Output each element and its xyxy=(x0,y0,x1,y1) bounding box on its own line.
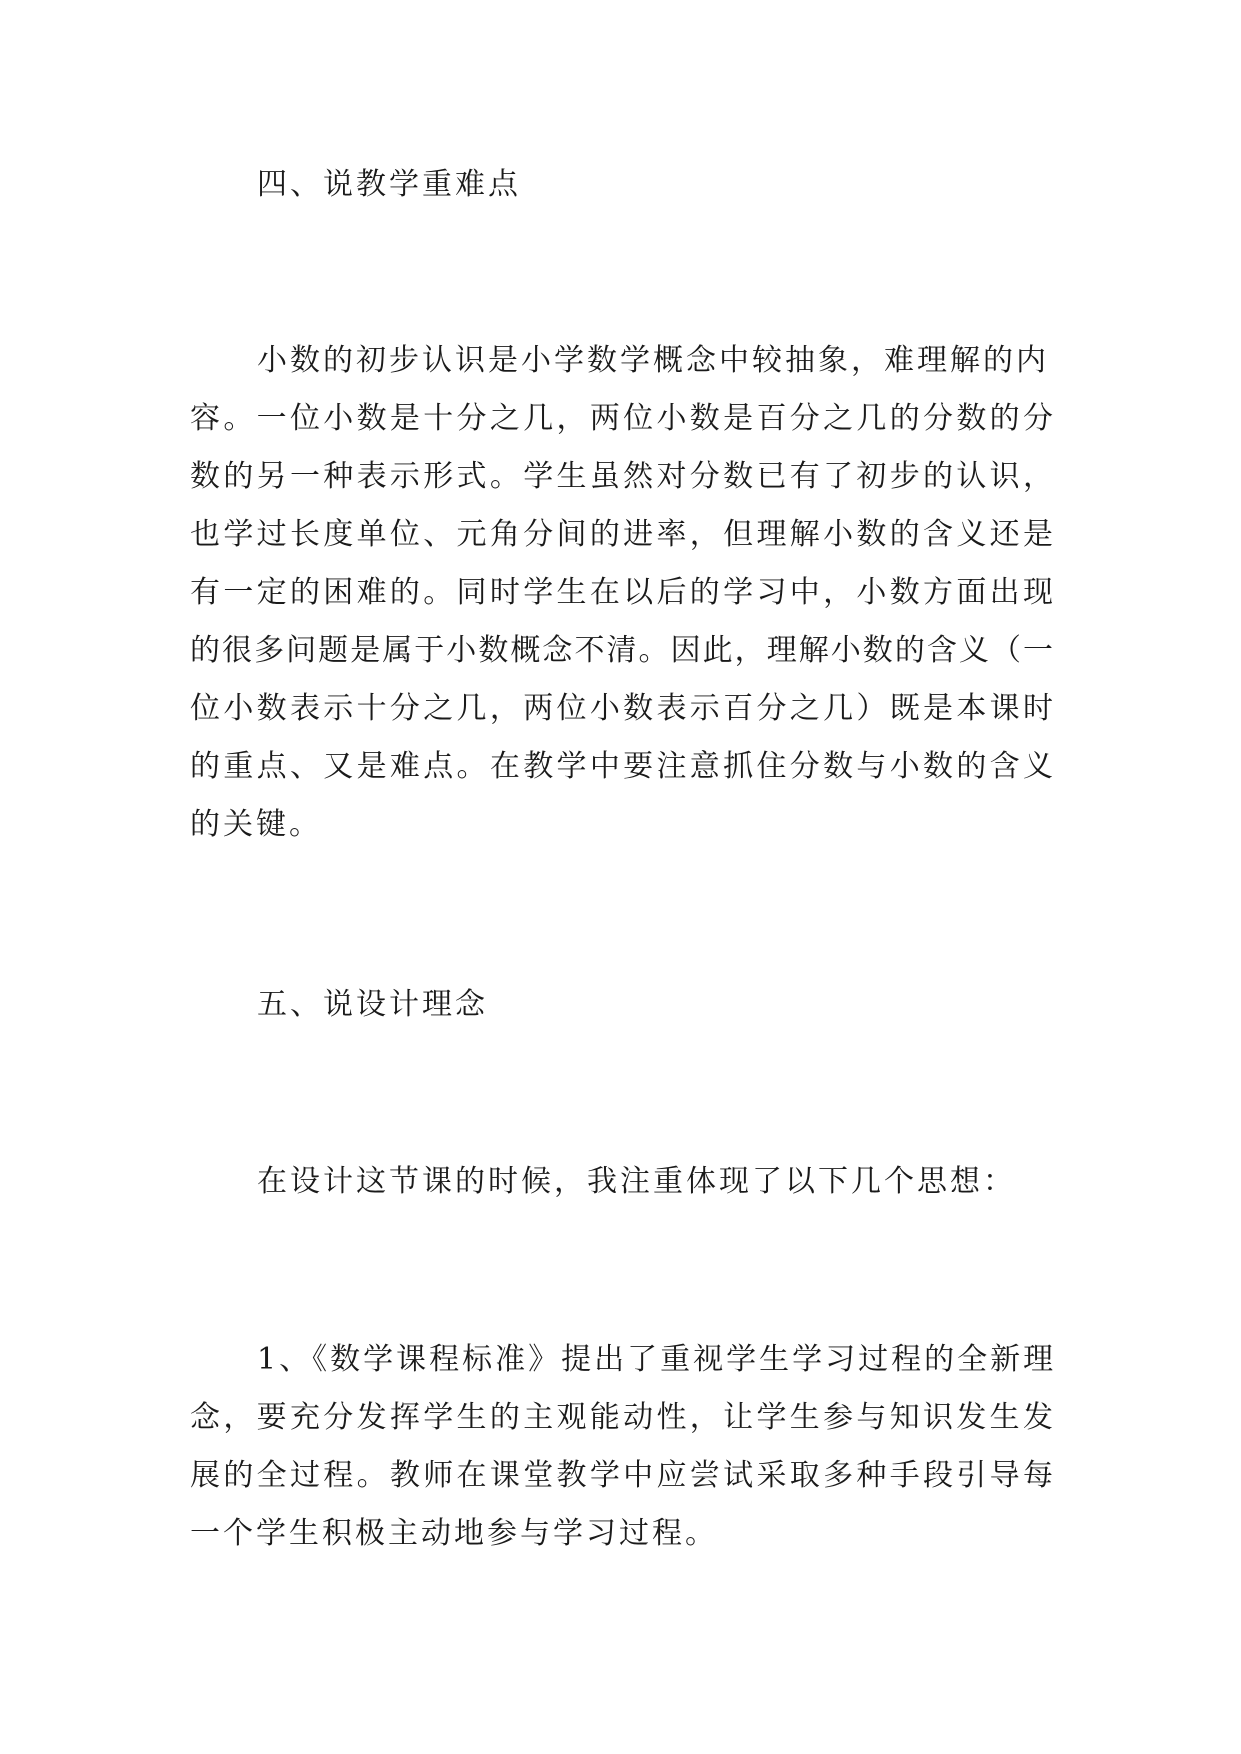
paragraph-line: 的关键。 xyxy=(190,807,322,842)
paragraph-line: 容。一位小数是十分之几，两位小数是百分之几的分数的分 xyxy=(190,401,1053,436)
point-line: 展的全过程。教师在课堂教学中应尝试采取多种手段引导每 xyxy=(190,1458,1053,1493)
paragraph-line: 小数的初步认识是小学数学概念中较抽象，难理解的内 xyxy=(257,343,1049,378)
intro-line: 在设计这节课的时候，我注重体现了以下几个思想： xyxy=(257,1164,1016,1199)
paragraph-line: 的很多问题是属于小数概念不清。因此，理解小数的含义（一 xyxy=(190,633,1053,668)
point-line: 念，要充分发挥学生的主观能动性，让学生参与知识发生发 xyxy=(190,1400,1053,1435)
paragraph-line: 位小数表示十分之几，两位小数表示百分之几）既是本课时 xyxy=(190,691,1053,726)
point-line: 一个学生积极主动地参与学习过程。 xyxy=(190,1516,718,1551)
paragraph-line: 的重点、又是难点。在教学中要注意抓住分数与小数的含义 xyxy=(190,749,1053,784)
section-4-heading: 四、说教学重难点 xyxy=(257,167,521,202)
paragraph-line: 也学过长度单位、元角分间的进率，但理解小数的含义还是 xyxy=(190,517,1053,552)
point-line: 1、《数学课程标准》提出了重视学生学习过程的全新理 xyxy=(257,1342,1057,1377)
paragraph-line: 有一定的困难的。同时学生在以后的学习中，小数方面出现 xyxy=(190,575,1053,610)
section-5-heading: 五、说设计理念 xyxy=(257,987,488,1022)
paragraph-line: 数的另一种表示形式。学生虽然对分数已有了初步的认识， xyxy=(190,459,1053,494)
